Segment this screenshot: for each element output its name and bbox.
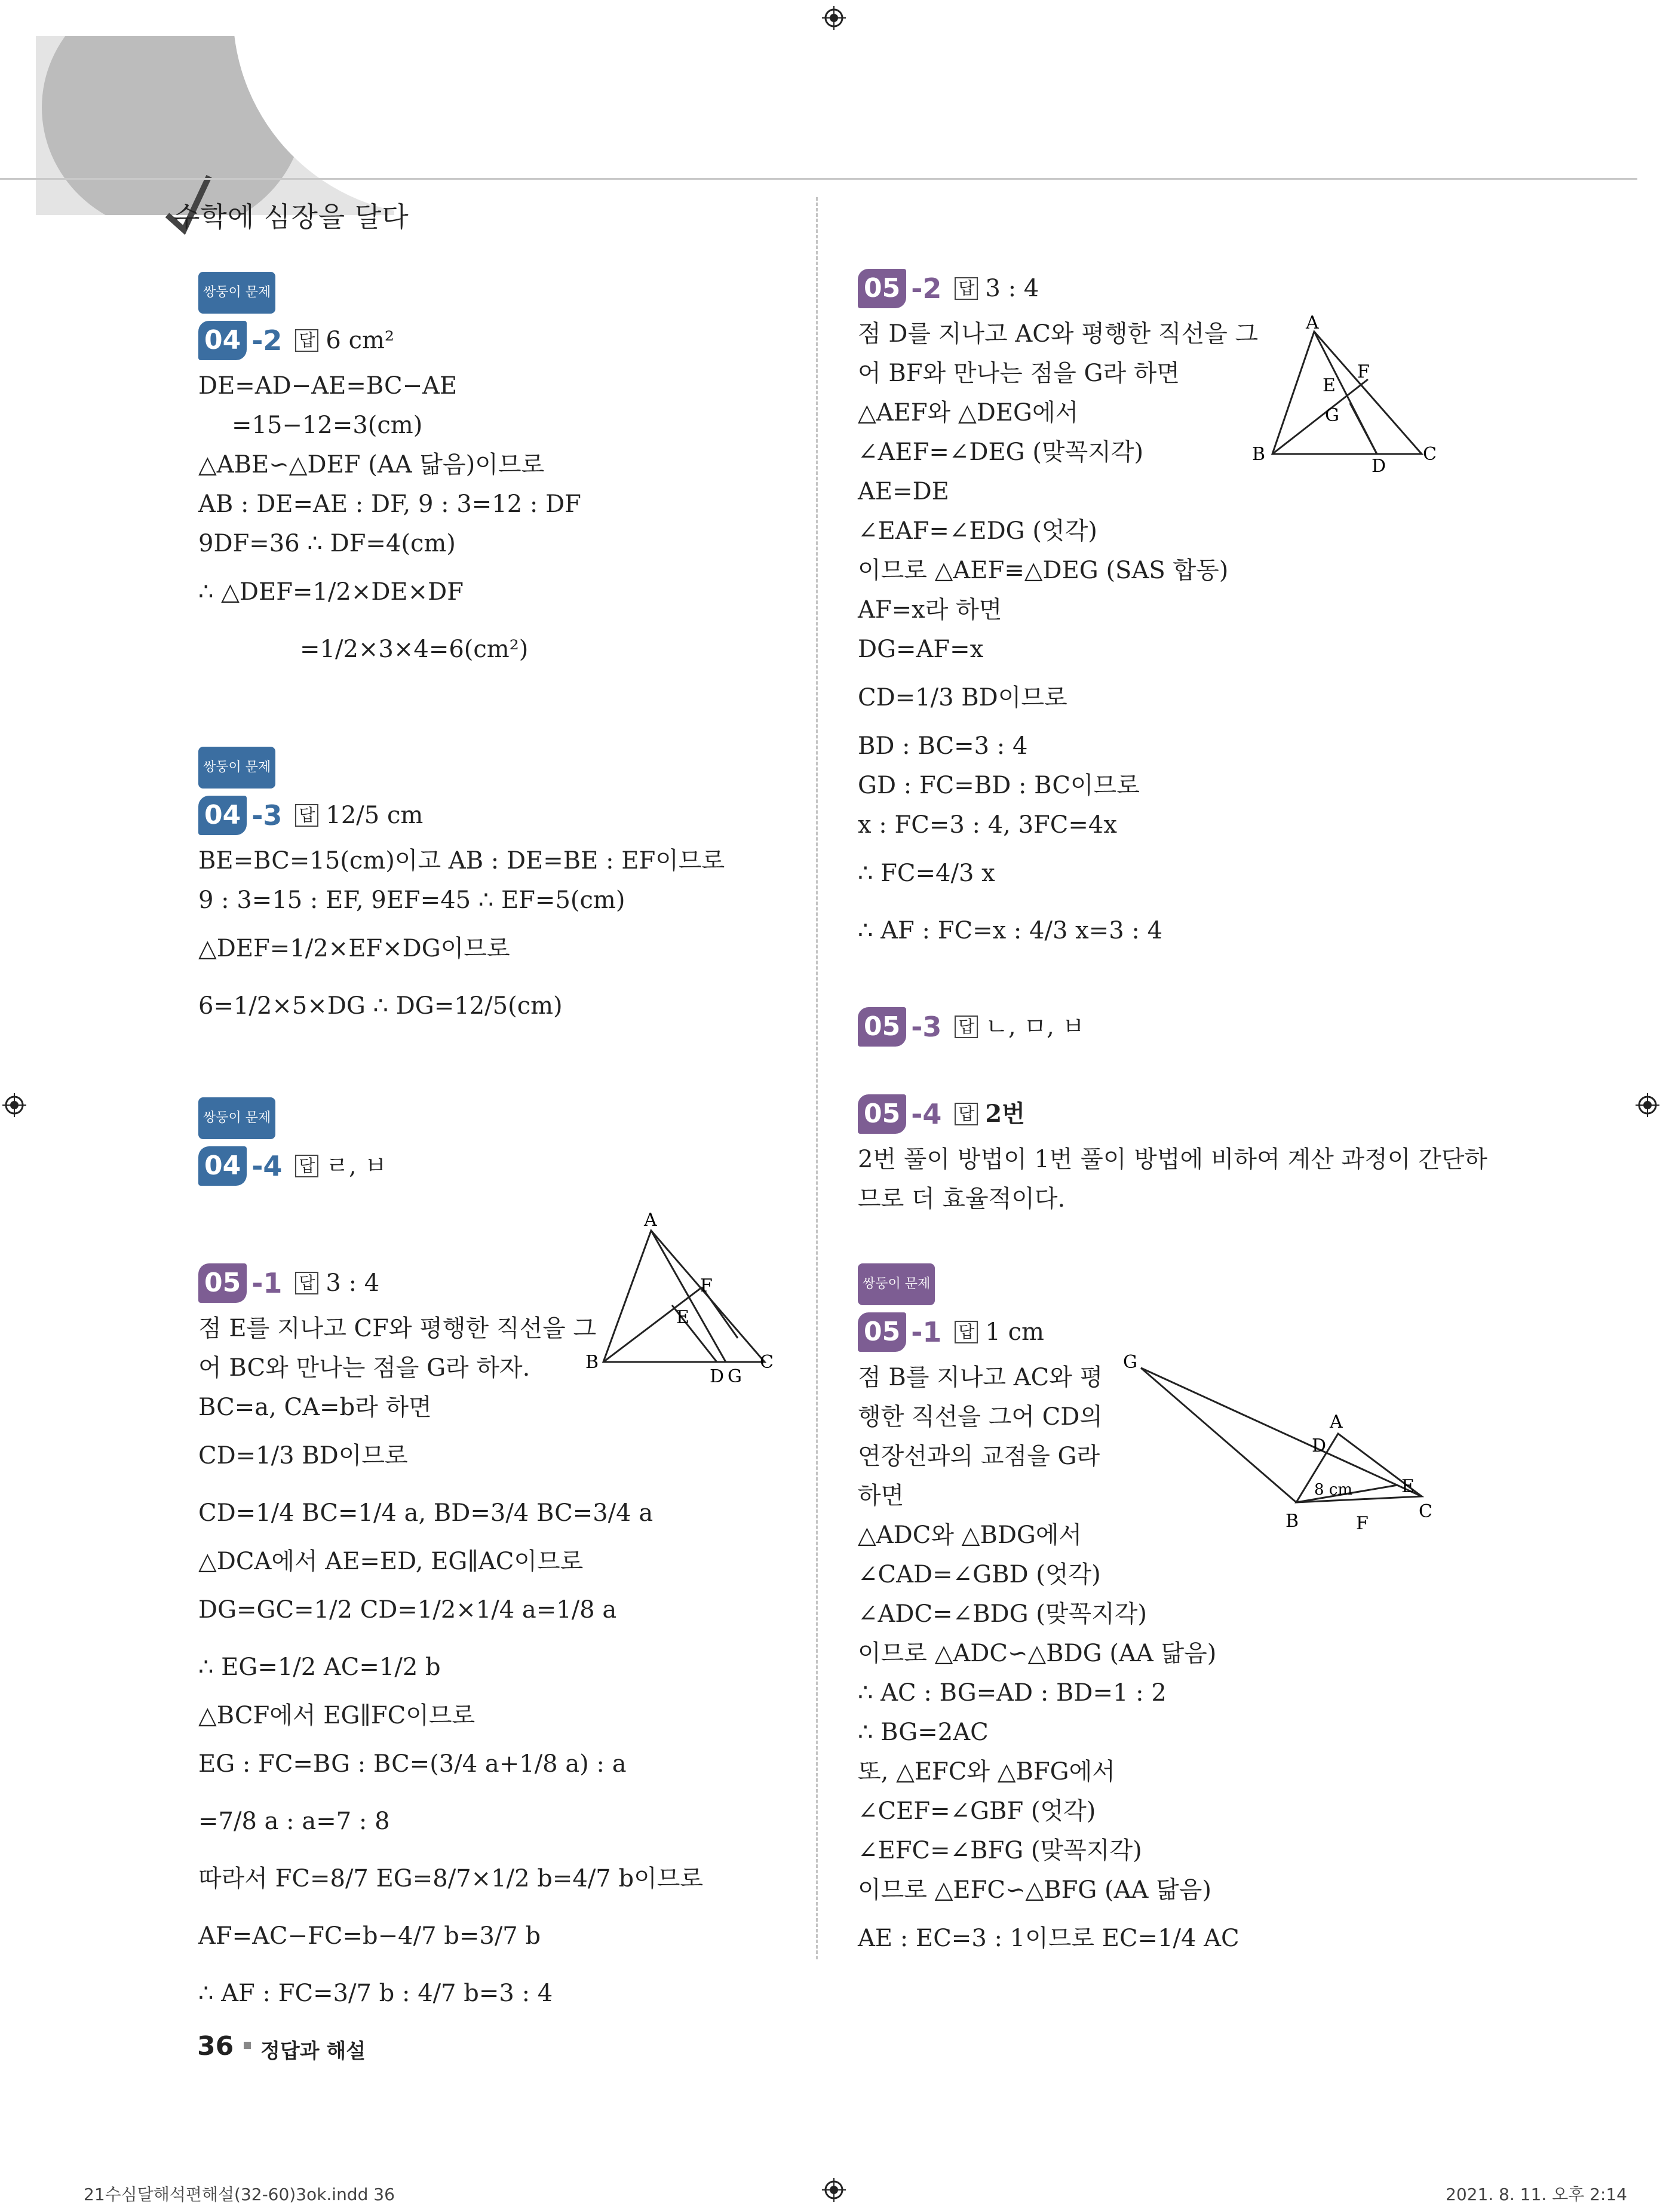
solution-line: =7/8 a : a=7 : 8 [198,1808,390,1835]
solution-line: CD=1/4 BC=1/4 a, BD=3/4 BC=3/4 a [198,1499,654,1527]
problem-number: 05 [858,1007,906,1047]
solution-line: 행한 직선을 그어 CD의 [858,1403,1103,1431]
page-number: 36 [197,2031,234,2061]
header-line-left [0,178,816,180]
solution-line: AF=AC−FC=b−4/7 b=3/7 b [198,1922,541,1950]
point-label: D [1372,456,1386,472]
solution-line: 또, △EFC와 △BFG에서 [858,1758,1115,1785]
answer-mark: 답 [295,329,318,352]
solution-line: 어 BF와 만나는 점을 G라 하면 [858,360,1180,387]
problem-suffix: -2 [911,272,942,305]
solution-line: BE=BC=15(cm)이고 AB : DE=BE : EF이므로 [198,847,725,875]
point-label: D [710,1366,725,1387]
problem-04-4 [198,1094,802,1192]
point-label: F [1357,361,1370,382]
solution-line: GD : FC=BD : BC이므로 [858,772,1140,799]
problem-suffix: -3 [251,799,283,832]
point-label: B [1286,1511,1299,1532]
solution-line: 이므로 △AEF≡△DEG (SAS 합동) [858,557,1229,584]
point-label: E [1323,375,1336,396]
problem-suffix: -1 [911,1316,942,1348]
solution-line: AB : DE=AE : DF, 9 : 3=12 : DF [198,490,581,518]
left-column [198,269,802,2022]
footer-bullet [244,2042,251,2049]
point-label: C [1419,1501,1432,1522]
answer-mark: 답 [295,804,318,827]
column-divider [816,197,818,1959]
solution-line: △DCA에서 AE=ED, EG∥AC이므로 [198,1548,584,1575]
solution-line: =1/2×3×4=6(cm²) [300,636,529,663]
solution-line: ∴ FC=4/3 x [858,860,995,887]
solution-line: ∠AEF=∠DEG (맞꼭지각) [858,438,1144,466]
point-label: B [1252,444,1266,465]
solution-line: 점 B를 지나고 AC와 평 [858,1364,1103,1391]
point-label: G [728,1366,742,1387]
solution-line: ∠EAF=∠EDG (엇각) [858,517,1097,545]
answer-text: 3 : 4 [326,1269,380,1297]
answer-mark: 답 [955,277,978,300]
header-line-right [816,178,1637,180]
problem-number: 05 [198,1263,247,1303]
answer-mark: 답 [955,1103,978,1125]
point-label: E [676,1307,689,1328]
solution-line: 9DF=36 ∴ DF=4(cm) [198,530,456,557]
registration-mark-icon [2,1093,26,1117]
point-label: G [1123,1352,1137,1373]
solution-line: 6=1/2×5×DG ∴ DG=12/5(cm) [198,992,563,1020]
solution-line: 하면 [858,1482,904,1510]
solution-line: =15−12=3(cm) [232,412,423,439]
footer-title: 정답과 해설 [260,2039,366,2063]
solution-line: ∠CAD=∠GBD (엇각) [858,1561,1101,1588]
triangle-figure-05-1-twin [1117,1344,1452,1547]
twin-badge: 쌍둥이 문제 [858,1263,935,1305]
solution-line: △DEF=1/2×EF×DG이므로 [198,935,510,962]
problem-05-3 [858,1001,1634,1053]
answer-text: 12/5 cm [326,802,424,829]
point-label: D [1312,1435,1327,1456]
problem-number: 05 [858,269,906,308]
problem-number: 04 [198,321,247,360]
point-label: E [1401,1476,1415,1497]
solution-line: AE=DE [858,478,949,505]
problem-04-3 [198,744,802,1035]
solution-line: DG=AF=x [858,636,984,663]
problem-05-4 [858,1088,1634,1219]
answer-text: 3 : 4 [985,275,1039,302]
solution-line: ∠ADC=∠BDG (맞꼭지각) [858,1600,1148,1628]
solution-line: CD=1/3 BD이므로 [198,1442,408,1469]
problem-suffix: -1 [251,1267,283,1299]
solution-line: 점 E를 지나고 CF와 평행한 직선을 그 [198,1315,597,1342]
right-column [858,263,1634,1967]
twin-badge: 쌍둥이 문제 [198,1097,275,1139]
registration-mark-icon [1636,1093,1659,1117]
solution-line: 므로 더 효율적이다. [858,1185,1066,1213]
solution-line: BD : BC=3 : 4 [858,732,1028,760]
answer-mark: 답 [955,1016,978,1038]
problem-suffix: -2 [251,324,283,357]
answer-mark: 답 [955,1321,978,1343]
length-label: 8 cm [1314,1481,1353,1499]
solution-line: 이므로 △ADC∽△BDG (AA 닮음) [858,1640,1217,1667]
problem-number: 05 [858,1094,906,1134]
solution-line: AF=x라 하면 [858,596,1002,624]
solution-line: CD=1/3 BD이므로 [858,684,1067,711]
problem-number: 04 [198,796,247,835]
solution-line: 따라서 FC=8/7 EG=8/7×1/2 b=4/7 b이므로 [198,1865,703,1892]
solution-line: EG : FC=BG : BC=(3/4 a+1/8 a) : a [198,1750,627,1778]
answer-text: 1 cm [985,1318,1044,1346]
solution-line: △ADC와 △BDG에서 [858,1521,1082,1549]
point-label: A [1306,312,1319,333]
solution-line: 2번 풀이 방법이 1번 풀이 방법에 비하여 계산 과정이 간단하 [858,1146,1488,1173]
solution-line: △AEF와 △DEG에서 [858,399,1079,427]
solution-line: ∴ EG=1/2 AC=1/2 b [198,1653,441,1681]
point-label: F [1356,1513,1369,1534]
answer-text: ㄹ, ㅂ [326,1152,388,1180]
problem-suffix: -3 [911,1011,942,1043]
point-label: G [1325,405,1339,426]
solution-line: BC=a, CA=b라 하면 [198,1394,432,1421]
point-label: A [644,1213,657,1231]
solution-line: 연장선과의 교점을 G라 [858,1443,1100,1470]
twin-badge: 쌍둥이 문제 [198,747,275,789]
solution-line: DG=GC=1/2 CD=1/2×1/4 a=1/8 a [198,1596,617,1624]
problem-05-2 [858,263,1634,959]
solution-line: ∠CEF=∠GBF (엇각) [858,1797,1096,1825]
problem-number: 05 [858,1312,906,1352]
solution-line: 어 BC와 만나는 점을 G라 하자. [198,1354,530,1382]
point-label: A [1330,1412,1343,1432]
answer-mark: 답 [295,1155,318,1177]
solution-line: ∴ AF : FC=x : 4/3 x=3 : 4 [858,917,1163,944]
registration-mark-icon [822,2178,846,2202]
problem-number: 04 [198,1146,247,1186]
answer-text: 6 cm² [326,327,394,354]
solution-line: △BCF에서 EG∥FC이므로 [198,1702,475,1729]
solution-line: ∴ AC : BG=AD : BD=1 : 2 [858,1679,1167,1707]
solution-line: ∠EFC=∠BFG (맞꼭지각) [858,1837,1142,1864]
point-label: B [585,1352,599,1373]
solution-line: ∴ AF : FC=3/7 b : 4/7 b=3 : 4 [198,1980,553,2007]
twin-badge: 쌍둥이 문제 [198,272,275,314]
brand-title: 수학에 심장을 달다 [173,201,409,233]
problem-04-2 [198,269,802,678]
solution-line: ∴ △DEF=1/2×DE×DF [198,578,464,606]
triangle-figure-05-1 [585,1213,783,1392]
solution-line: DE=AD−AE=BC−AE [198,372,458,400]
answer-text: ㄴ, ㅁ, ㅂ [985,1013,1085,1041]
point-label: C [1423,444,1437,465]
solution-line: AE : EC=3 : 1이므로 EC=1/4 AC [858,1925,1240,1952]
answer-mark: 답 [295,1272,318,1294]
registration-mark-icon [822,6,846,30]
answer-text: 2번 [985,1100,1025,1128]
solution-line: 점 D를 지나고 AC와 평행한 직선을 그 [858,320,1259,348]
point-label: F [700,1275,713,1296]
solution-line: x : FC=3 : 4, 3FC=4x [858,811,1117,839]
triangle-figure-05-2 [1248,311,1446,472]
solution-line: △ABE∽△DEF (AA 닮음)이므로 [198,451,545,478]
problem-suffix: -4 [911,1098,942,1130]
solution-line: 9 : 3=15 : EF, 9EF=45 ∴ EF=5(cm) [198,886,625,914]
solution-line: 이므로 △EFC∽△BFG (AA 닮음) [858,1876,1212,1904]
slug-date: 2021. 8. 11. 오후 2:14 [1446,2185,1627,2204]
problem-suffix: -4 [251,1150,283,1182]
point-label: C [760,1352,774,1373]
slug-file: 21수심달해석편해설(32-60)3ok.indd 36 [84,2185,395,2204]
solution-line: ∴ BG=2AC [858,1719,989,1746]
